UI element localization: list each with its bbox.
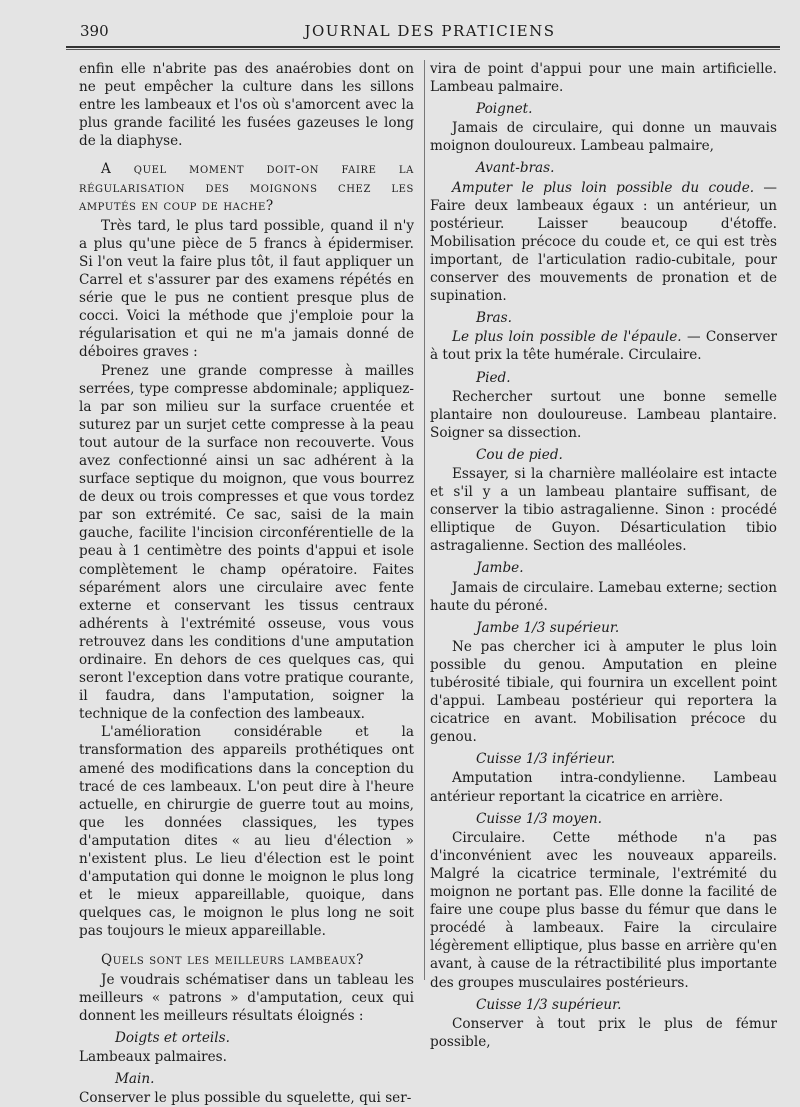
paragraph: Essayer, si la charnière malléolaire est intacte et s'il y a un lambeau plantaire suffisant, de conserver la tibio astragalienne. Sinon : procédé elliptique de Guyon. Désarticulation tibio astragalienne. Section des malléoles. xyxy=(430,465,777,555)
subheading: Avant-bras. xyxy=(476,160,555,177)
text: — Conserver à tout prix la tête humérale. Circulaire. xyxy=(430,329,777,364)
italic-phrase: Amputer le plus loin possible du coude. xyxy=(452,179,755,196)
left-column xyxy=(79,60,414,1107)
subheading: Poignet. xyxy=(476,101,533,118)
journal-title: JOURNAL DES PRATICIENS xyxy=(304,22,556,40)
header-rule xyxy=(66,46,780,50)
paragraph: Lambeaux palmaires. xyxy=(79,1048,227,1065)
subheading: Cou de pied. xyxy=(476,446,563,463)
paragraph: Conserver à tout prix le plus de fémur possible, xyxy=(430,1015,777,1050)
text: — Faire deux lambeaux égaux : un antérieur, un postérieur. Laisser beaucoup d'étoffe. Mobilisation précoce du coude et, ce qui est très important, de l'articulation radio-cubitale, pour conserver des mouvements de pronation et de supination. xyxy=(430,179,777,305)
subheading: Main. xyxy=(115,1071,155,1088)
paragraph: L'amélioration considérable et la transformation des appareils prothétiques ont amené des modifications dans la conception du tracé de ces lambeaux. L'on peut dire à l'heure actuelle, en chirurgie de guerre tout au moins, que les données classiques, les types d'amputation dites « au lieu d'élection » n'existent plus. Le lieu d'élection est le point d'amputation qui donne le moignon le plus long et le mieux appareillable, quoique, dans quelques cas, le moignon le plus long ne soit pas toujours le mieux appareillable. xyxy=(79,724,414,940)
paragraph: Jamais de circulaire. Lamebau externe; section haute du péroné. xyxy=(430,579,777,614)
paragraph: Ne pas chercher ici à amputer le plus loin possible du genou. Amputation en pleine tubérosité tibiale, qui fournira un excellent point d'appui. Lambeau postérieur qui reportera la cicatrice en avant. Mobilisation précoce du genou. xyxy=(430,638,777,746)
right-column xyxy=(430,60,777,1051)
paragraph: vira de point d'appui pour une main artificielle. Lambeau palmaire. xyxy=(430,61,777,96)
paragraph: enfin elle n'abrite pas des anaérobies dont on ne peut empêcher la culture dans les sillons entre les lambeaux et l'os où s'amorcent avec la plus grande facilité les fusées gazeuses le long de la diaphyse. xyxy=(79,61,414,150)
subheading: Jambe 1/3 supérieur. xyxy=(476,619,620,636)
paragraph xyxy=(430,328,777,364)
subheading: Bras. xyxy=(476,310,512,327)
paragraph: Prenez une grande compresse à mailles serrées, type compresse abdominale; appliquez-la par son milieu sur la surface cruentée et suturez par un surjet cette compresse à la peau tout autour de la surface non recouverte. Vous avez confectionné ainsi un sac adhérent à la surface septique du moignon, que vous bourrez de deux ou trois compresses et que vous tordez par son extrémité. Ce sac, saisi de la main gauche, facilite l'incision circonférentielle de la peau à 1 centimètre des points d'appui et isole complètement le champ opératoire. Faites séparément alors une circulaire avec fente externe et conservant les tissus centraux adhérents à l'extrémité osseuse, vous vous retrouvez dans les conditions d'une amputation ordinaire. En dehors de ces quelques cas, qui seront l'exception dans votre pratique courante, il faudra, dans l'amputation, soigner la technique de la confection des lambeaux. xyxy=(79,362,414,723)
subheading: Pied. xyxy=(476,369,511,386)
page-header xyxy=(80,22,780,46)
subheading: Cuisse 1/3 supérieur. xyxy=(476,996,622,1013)
paragraph: Jamais de circulaire, qui donne un mauvais moignon douloureux. Lambeau palmaire, xyxy=(430,120,777,155)
subheading: Cuisse 1/3 inférieur. xyxy=(476,751,616,768)
paragraph: Très tard, le plus tard possible, quand il n'y a plus qu'une pièce de 5 francs à épidermiser. Si l'on veut la faire plus tôt, il faut appliquer un Carrel et s'assurer par des examens répétés en série que le pus ne contient presque plus de cocci. Voici la méthode que j'emploie pour la régularisation et qui ne m'a jamais donné de déboires graves : xyxy=(79,217,414,361)
paragraph: Conserver le plus possible du squelette, qui ser- xyxy=(79,1090,412,1107)
section-heading: A quel moment doit-on faire la régularisation des moignons chez les amputés en coup de hache? xyxy=(79,161,414,214)
subheading: Jambe. xyxy=(476,560,524,577)
column-divider xyxy=(424,60,425,980)
paragraph: Je voudrais schématiser dans un tableau les meilleurs « patrons » d'amputation, ceux qui donnent les meilleurs résultats éloignés : xyxy=(79,971,414,1024)
italic-phrase: Le plus loin possible de l'épaule. xyxy=(452,329,682,346)
paragraph: Amputation intra-condylienne. Lambeau antérieur reportant la cicatrice en arrière. xyxy=(430,770,777,805)
paragraph xyxy=(430,179,777,306)
paragraph: Circulaire. Cette méthode n'a pas d'inconvénient avec les nouveaux appareils. Malgré la cicatrice terminale, l'extrémité du moignon ne portant pas. Elle donne la facilité de faire une coupe plus basse du fémur que dans le procédé à lambeaux. Faire la circulaire légèrement elliptique, plus basse en arrière qu'en avant, à cause de la rétractibilité plus importante des groupes musculaires postérieurs. xyxy=(430,829,777,991)
section-heading: Quels sont les meilleurs lambeaux? xyxy=(101,951,364,968)
subheading: Cuisse 1/3 moyen. xyxy=(476,810,602,827)
paragraph: Rechercher surtout une bonne semelle plantaire non douloureuse. Lambeau plantaire. Soigner sa dissection. xyxy=(430,388,777,441)
page-number: 390 xyxy=(80,22,109,40)
subheading: Doigts et orteils. xyxy=(115,1029,230,1046)
